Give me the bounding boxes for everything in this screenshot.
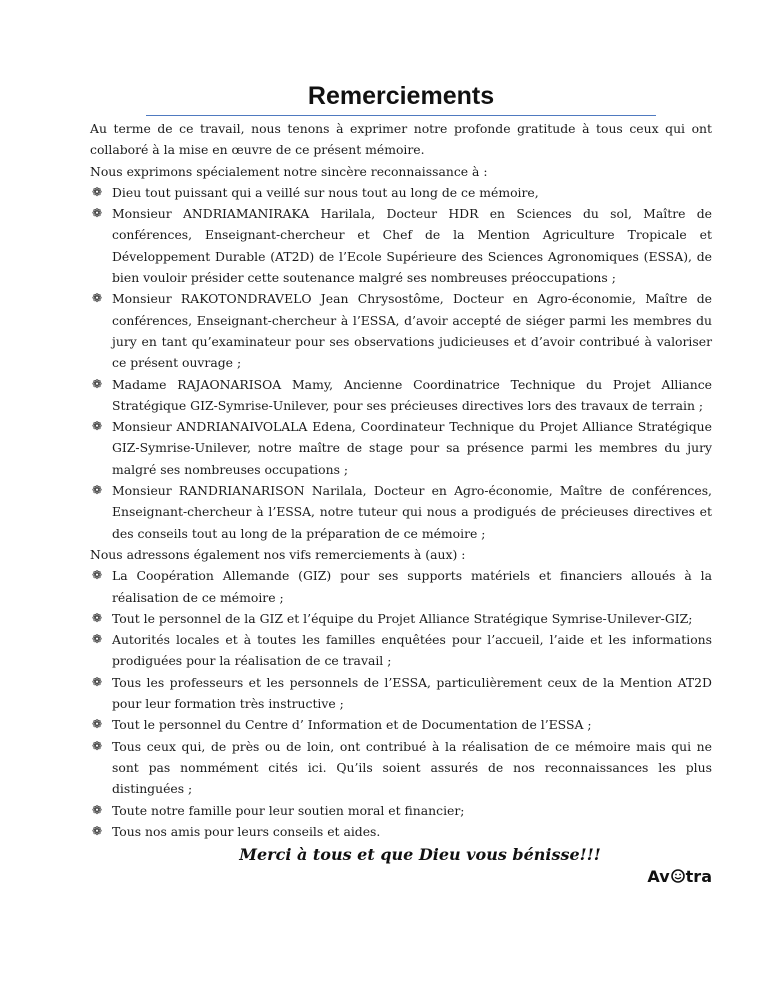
list-item: ❁ Monsieur RAKOTONDRAVELO Jean Chrysostôme, Docteur en Agro-économie, Maître de conférences, Enseignant-chercheur à l’ESSA, d’avoir accepté de siéger parmi les membres du jury en tant qu’examinateur pour ses observations judicieuses et d’avoir contribué à valoriser ce présent ouvrage ;: [90, 288, 712, 373]
list-item: ❁ Monsieur ANDRIANAIVOLALA Edena, Coordinateur Technique du Projet Alliance Stratégique GIZ-Symrise-Unilever, notre maître de stage pour sa présence parmi les membres du jury malgré ses nombreuses occupations ;: [90, 416, 712, 480]
thanks-list-2: [90, 565, 712, 842]
list-item: ❁ Toute notre famille pour leur soutien moral et financier;: [90, 800, 712, 821]
list-item: ❁ Monsieur ANDRIAMANIRAKA Harilala, Docteur HDR en Sciences du sol, Maître de conférences, Enseignant-chercheur et Chef de la Mention Agriculture Tropicale et Développement Durable (AT2D) de l’Ecole Supérieure des Sciences Agronomiques (ESSA), de bien vouloir présider cette soutenance malgré ses nombreuses préoccupations ;: [90, 203, 712, 288]
list-item: ❁ Dieu tout puissant qui a veillé sur nous tout au long de ce mémoire,: [90, 182, 712, 203]
list-item: ❁ La Coopération Allemande (GIZ) pour ses supports matériels et financiers alloués à la réalisation de ce mémoire ;: [90, 565, 712, 608]
intro-paragraph: Au terme de ce travail, nous tenons à exprimer notre profonde gratitude à tous ceux qui ont collaboré à la mise en œuvre de ce présent mémoire.: [90, 121, 712, 158]
sun-bullet-icon: ❁: [91, 568, 103, 583]
sun-bullet-icon: ❁: [91, 610, 103, 625]
list-item: ❁ Tout le personnel du Centre d’ Information et de Documentation de l’ESSA ;: [90, 714, 712, 735]
smiley-icon: [671, 869, 685, 883]
sun-bullet-icon: ❁: [91, 184, 103, 199]
lead-paragraph-2: Nous adressons également nos vifs remerciements à (aux) :: [90, 546, 466, 562]
list-item: ❁ Tous les professeurs et les personnels de l’ESSA, particulièrement ceux de la Mention AT2D pour leur formation très instructive ;: [90, 672, 712, 715]
sun-bullet-icon: ❁: [91, 483, 103, 498]
list-item: ❁ Monsieur RANDRIANARISON Narilala, Docteur en Agro-économie, Maître de conférences, Enseignant-chercheur à l’ESSA, notre tuteur qui nous a prodigués de précieuses directives et des conseils tout au long de la préparation de ce mémoire ;: [90, 480, 712, 544]
list-item: ❁ Autorités locales et à toutes les familles enquêtées pour l’accueil, l’aide et les informations prodiguées pour la réalisation de ce travail ;: [90, 629, 712, 672]
sun-bullet-icon: ❁: [91, 823, 103, 838]
sun-bullet-icon: ❁: [91, 376, 103, 391]
acknowledgements-page: [90, 78, 712, 892]
closing-blessing: Merci à tous et que Dieu vous bénisse!!!: [239, 845, 601, 865]
lead-paragraph-1: Nous exprimons spécialement notre sincère reconnaissance à :: [90, 163, 488, 179]
list-item: ❁ Tous nos amis pour leurs conseils et aides.: [90, 821, 712, 842]
signature: Av tra: [647, 867, 712, 887]
sun-bullet-icon: ❁: [91, 206, 103, 221]
list-item: ❁ Madame RAJAONARISOA Mamy, Ancienne Coordinatrice Technique du Projet Alliance Stratégique GIZ-Symrise-Unilever, pour ses précieuses directives lors des travaux de terrain ;: [90, 374, 712, 417]
sun-bullet-icon: ❁: [91, 802, 103, 817]
list-item: ❁ Tous ceux qui, de près ou de loin, ont contribué à la réalisation de ce mémoire mais qui ne sont pas nommément cités ici. Qu’ils soient assurés de nos reconnaissances les plus distinguées ;: [90, 736, 712, 800]
page-title: Remerciements: [307, 82, 495, 110]
sun-bullet-icon: ❁: [91, 738, 103, 753]
title-underline: [146, 115, 656, 116]
sun-bullet-icon: ❁: [91, 674, 103, 689]
thanks-list-1: [90, 182, 712, 544]
sun-bullet-icon: ❁: [91, 717, 103, 732]
sun-bullet-icon: ❁: [91, 419, 103, 434]
sun-bullet-icon: ❁: [91, 291, 103, 306]
signature-row: [90, 866, 712, 892]
sun-bullet-icon: ❁: [91, 632, 103, 647]
list-item: ❁ Tout le personnel de la GIZ et l’équipe du Projet Alliance Stratégique Symrise-Unilever-GIZ;: [90, 608, 712, 629]
